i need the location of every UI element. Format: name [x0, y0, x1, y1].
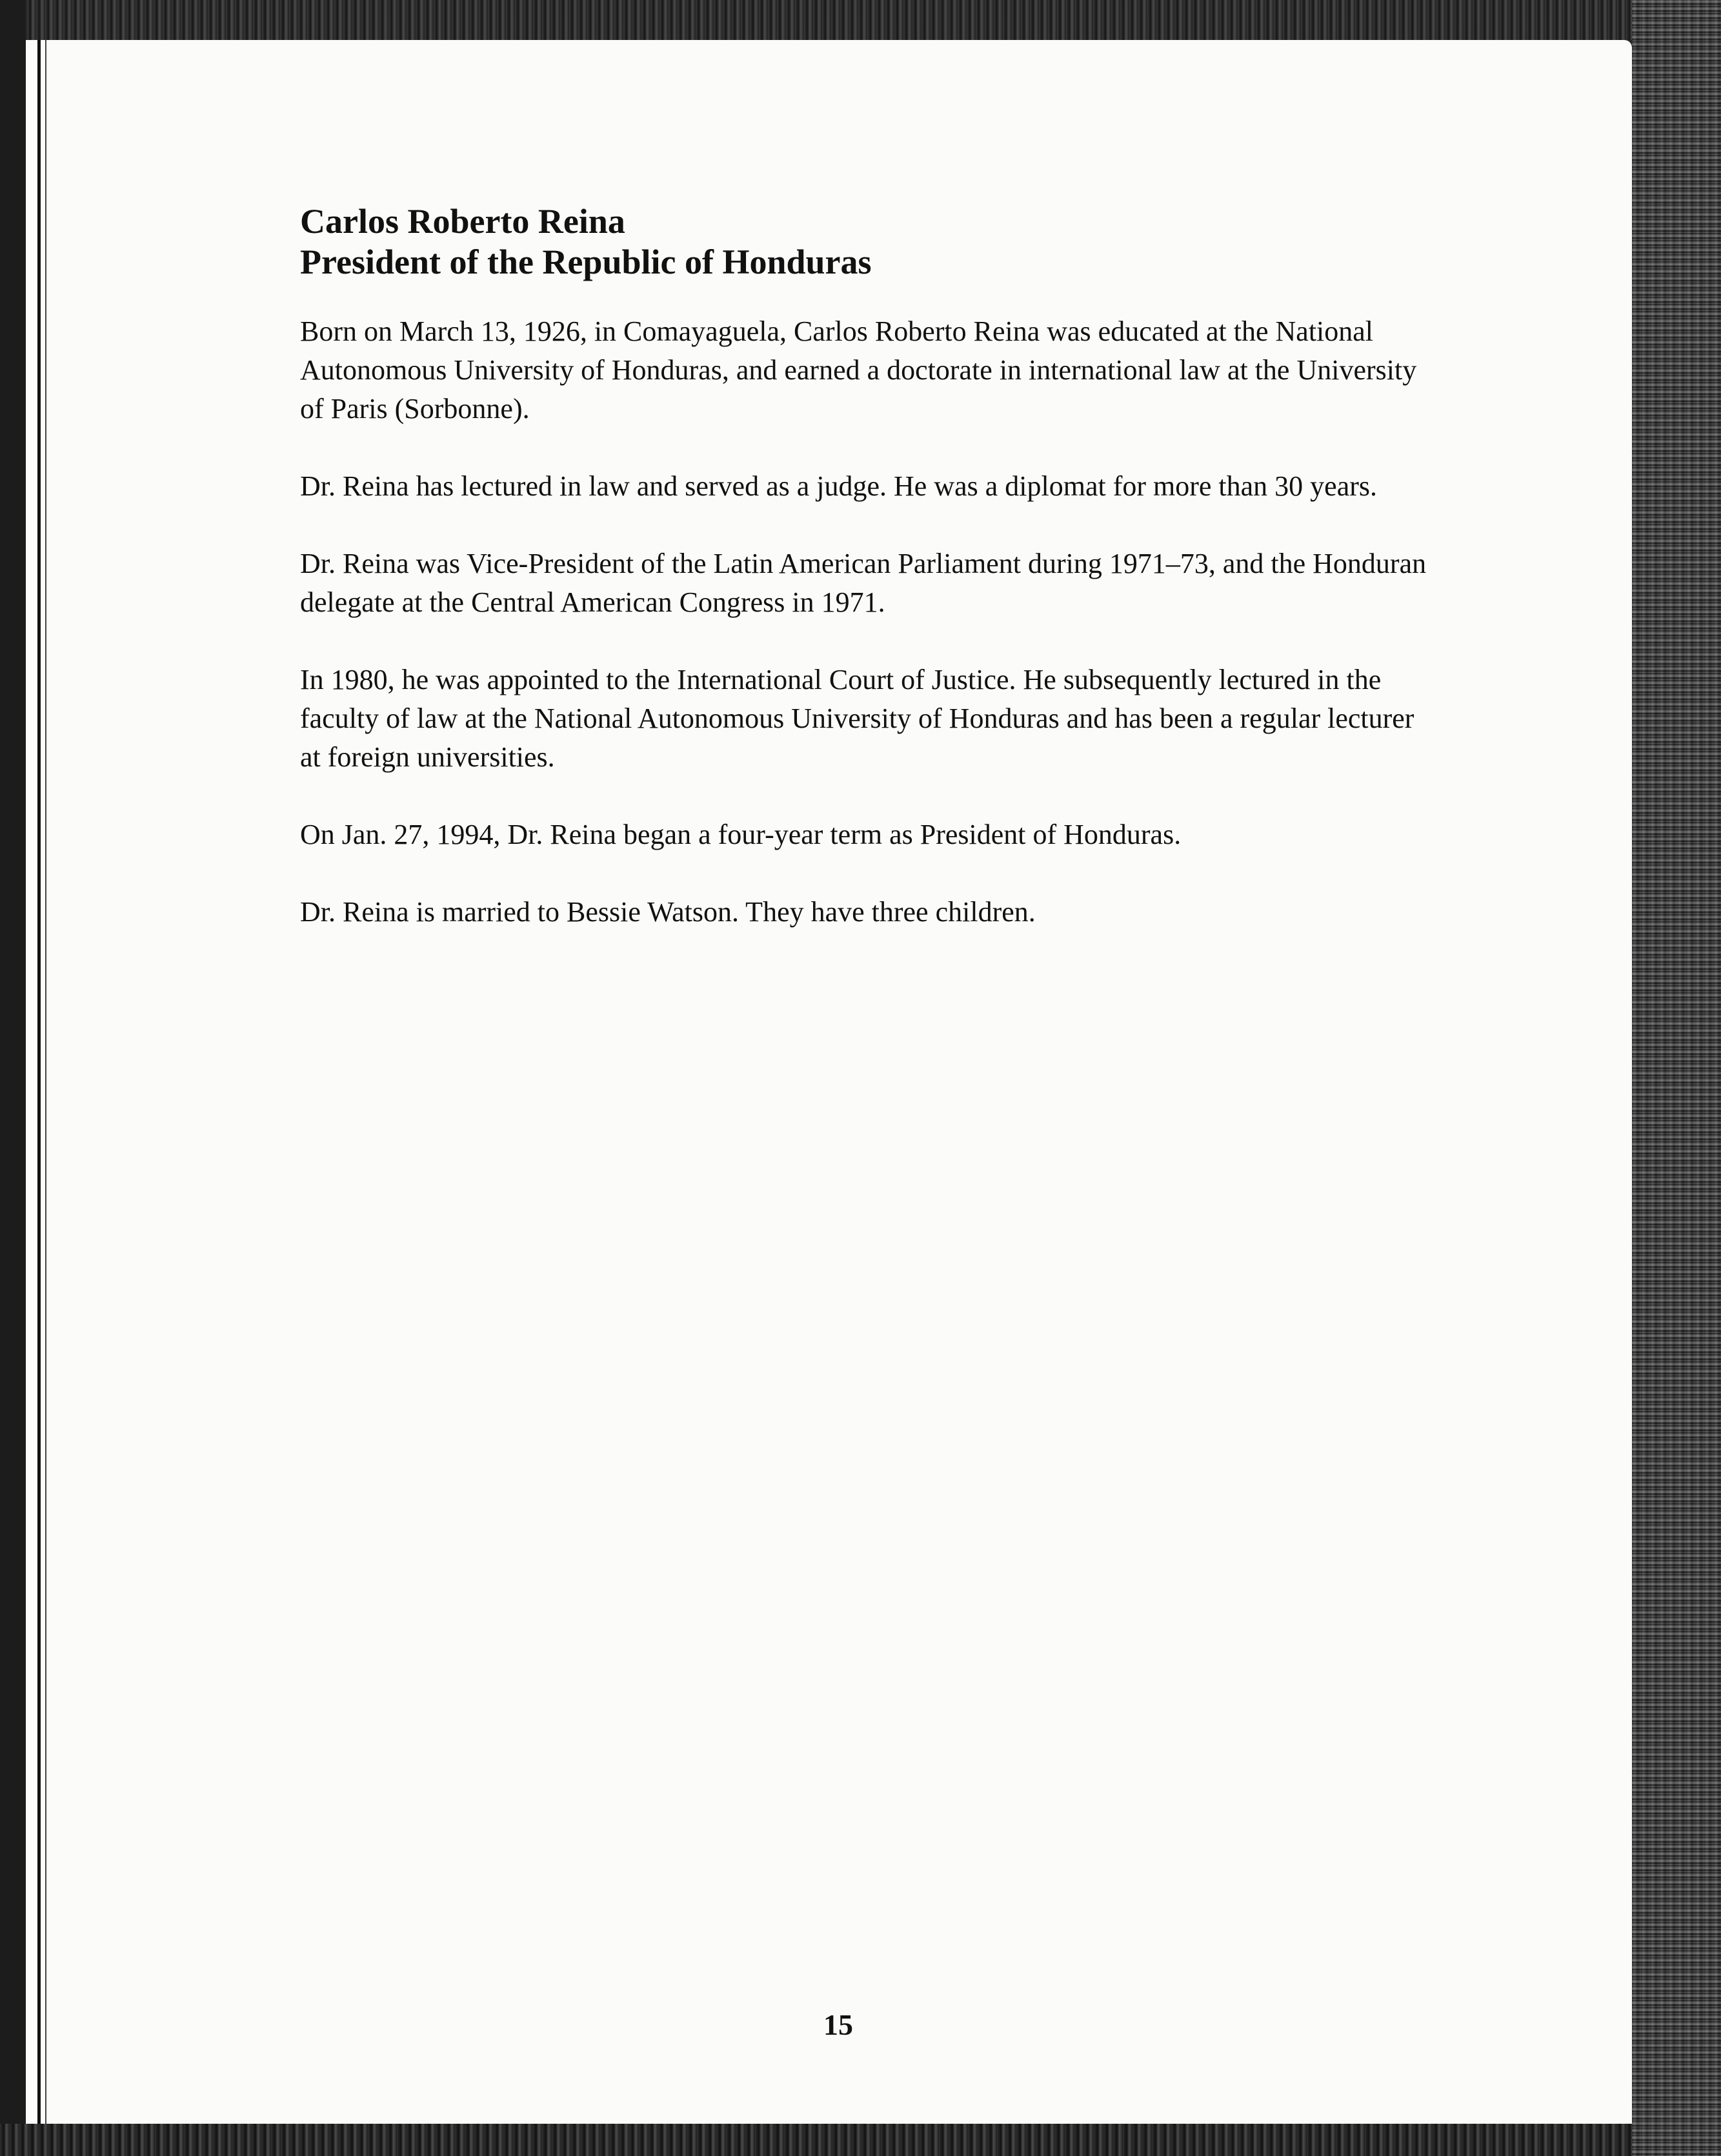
document-body — [300, 201, 1436, 970]
document-heading — [300, 201, 1436, 283]
page-number: 15 — [823, 2008, 853, 2041]
person-name: Carlos Roberto Reina — [300, 202, 625, 241]
paragraph-court: In 1980, he was appointed to the International Court of Justice. He subsequently lectured in the faculty of law at the National Autonomous University of Honduras and has been a regular lecturer at foreign universities. — [300, 664, 1414, 773]
binding-line — [37, 40, 41, 2124]
paragraph-parliament: Dr. Reina was Vice-President of the Latin American Parliament during 1971–73, and the Honduran delegate at the Central American Congress in 1971. — [300, 548, 1427, 618]
scan-left-edge — [0, 0, 26, 2156]
scan-bottom-edge — [0, 2124, 1721, 2156]
paragraph-presidency: On Jan. 27, 1994, Dr. Reina began a four-year term as President of Honduras. — [300, 819, 1182, 850]
paragraph-birth-education: Born on March 13, 1926, in Comayaguela, Carlos Roberto Reina was educated at the National Autonomous University of Honduras, and earned a doctorate in international law at the University of Paris (Sorbonne). — [300, 315, 1417, 424]
document-page — [26, 40, 1632, 2124]
scan-top-edge — [0, 0, 1721, 40]
paragraph-career: Dr. Reina has lectured in law and served as a judge. He was a diplomat for more than 30 years. — [300, 470, 1378, 502]
person-title: President of the Republic of Honduras — [300, 243, 872, 281]
binding-line-secondary — [45, 40, 46, 2124]
scan-right-edge — [1632, 0, 1721, 2156]
paragraph-family: Dr. Reina is married to Bessie Watson. They have three children. — [300, 896, 1036, 928]
